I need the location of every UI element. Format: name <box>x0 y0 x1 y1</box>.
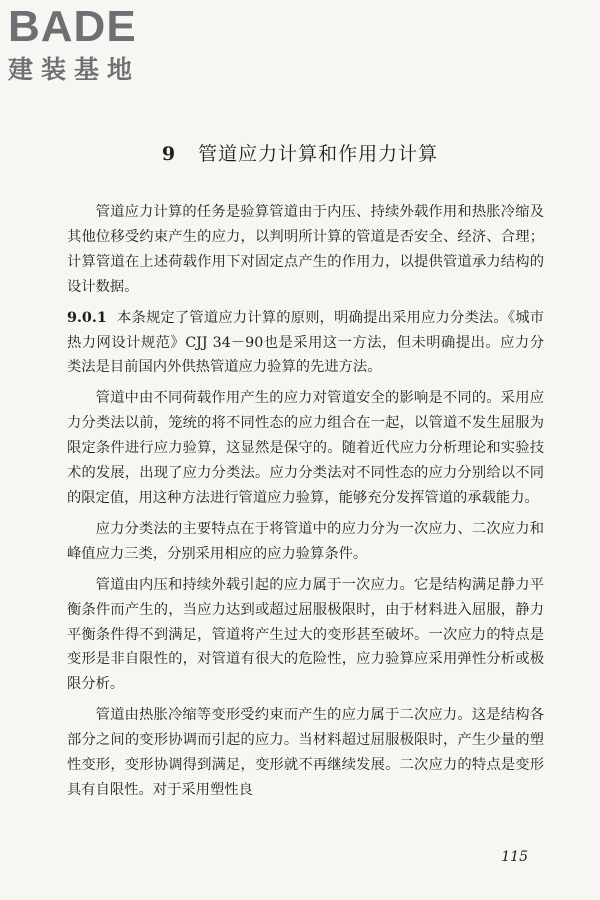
chapter-title-text: 管道应力计算和作用力计算 <box>198 143 439 165</box>
body-text <box>67 200 544 809</box>
watermark-logo <box>8 4 178 84</box>
logo-mark: BADE <box>8 2 137 51</box>
paragraph-intro: 管道应力计算的任务是验算管道由于内压、持续外载作用和热胀冷缩及其他位移受约束产生的应力，以判明所计算的管道是否安全、经济、合理；计算管道在上述荷载作用下对固定点产生的作用力，以提供管道承力结构的设计数据。 <box>67 204 544 295</box>
logo-subtitle: 建装基地 <box>8 55 141 84</box>
paragraph-primary-stress: 管道由内压和持续外载引起的应力属于一次应力。它是结构满足静力平衡条件而产生的，当应力达到或超过屈服极限时，由于材料进入屈服，静力平衡条件得不到满足，管道将产生过大的变形甚至破坏。一次应力的特点是变形是非自限性的，对管道有很大的危险性，应力验算应采用弹性分析或极限分析。 <box>67 576 544 693</box>
page-number: 115 <box>501 849 528 865</box>
paragraph-stress-classification: 管道中由不同荷载作用产生的应力对管道安全的影响是不同的。采用应力分类法以前，笼统的将不同性态的应力组合在一起，以管道不发生屈服为限定条件进行应力验算，这显然是保守的。随着近代应力分析理论和实验技术的发展，出现了应力分类法。应力分类法对不同性态的应力分别给以不同的限定值，用这种方法进行管道应力验算，能够充分发挥管道的承载能力。 <box>67 390 544 506</box>
chapter-number: 9 <box>161 143 177 165</box>
clause-9-0-1 <box>67 306 544 381</box>
clause-text: 本条规定了管道应力计算的原则，明确提出采用应力分类法。《城市热力网设计规范》CJJ 34－90也是采用这一方法，但未明确提出。应力分类法是目前国内外供热管道应力验算的先进方法。 <box>67 309 544 376</box>
clause-number: 9.0.1 <box>67 309 107 326</box>
paragraph-three-categories: 应力分类法的主要特点在于将管道中的应力分为一次应力、二次应力和峰值应力三类，分别采用相应的应力验算条件。 <box>67 520 544 562</box>
chapter-title <box>0 139 600 166</box>
paragraph-secondary-stress: 管道由热胀冷缩等变形受约束而产生的应力属于二次应力。这是结构各部分之间的变形协调而引起的应力。当材料超过屈服极限时，产生少量的塑性变形，变形协调得到满足，变形就不再继续发展。二次应力的特点是变形具有自限性。对于采用塑性良 <box>67 707 544 798</box>
